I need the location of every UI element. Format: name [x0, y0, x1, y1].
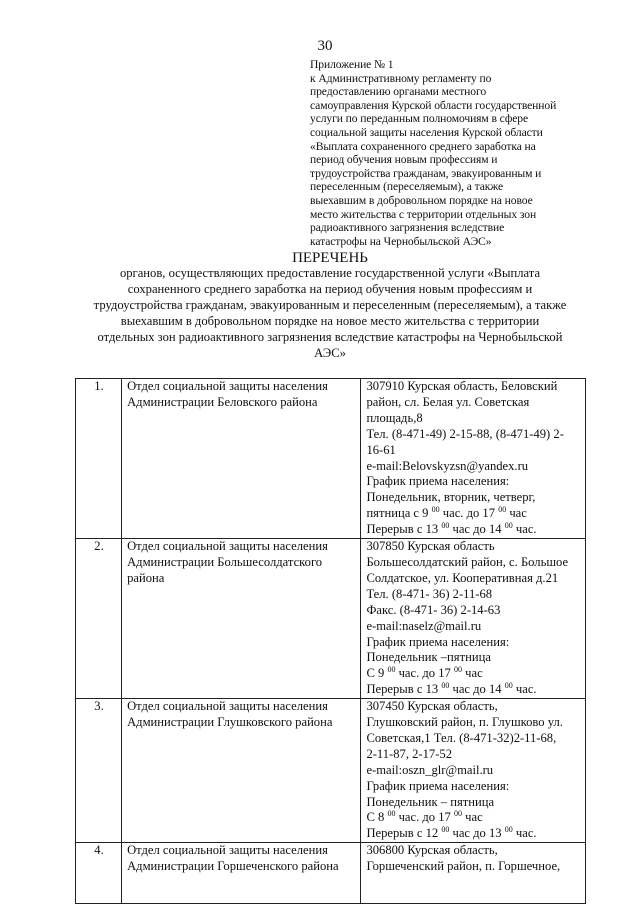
org-line: Администрации Беловского района — [127, 394, 318, 409]
row-number: 4. — [76, 843, 122, 904]
table-row — [76, 379, 586, 539]
table-row — [76, 539, 586, 699]
org-line: района — [127, 570, 165, 585]
schedule-break: Перерыв с 12 $^{00}$ час до 13 $^{00}$ час. — [366, 825, 537, 841]
organization-contacts — [361, 843, 586, 904]
appendix-line: предоставлению органами местного — [310, 85, 487, 99]
contact-line: График приема населения: — [366, 778, 510, 793]
contact-line: Солдатское, ул. Кооперативная д.21 — [366, 570, 559, 585]
organization-name — [122, 539, 361, 699]
appendix-line: самоуправления Курской области государственной — [310, 98, 557, 112]
organization-contacts — [361, 539, 586, 699]
contact-line: Понедельник, вторник, четверг, — [366, 490, 536, 505]
contact-line: Понедельник – пятница — [366, 794, 495, 809]
subtitle-line: трудоустройства гражданам, эвакуированным и переселенным (переселяемым), а также — [93, 298, 567, 312]
document-subtitle — [80, 265, 580, 361]
contact-line: График приема населения: — [366, 634, 510, 649]
contact-line: Большесолдатский район, с. Большое — [366, 554, 569, 569]
contact-line: 307910 Курская область, Беловский — [366, 379, 558, 393]
contact-line: 306800 Курская область, — [366, 843, 498, 858]
contact-line: Глушковский район, п. Глушково ул. — [366, 715, 563, 730]
appendix-line: радиоактивного загрязнения вследствие — [310, 221, 505, 235]
schedule-hours: С 9 $^{00}$ час. до 17 $^{00}$ час — [366, 665, 483, 681]
appendix-line: катастрофы на Чернобыльской АЭС» — [310, 234, 492, 248]
contact-line: район, сл. Белая ул. Советская — [366, 394, 530, 409]
contact-line: Горшеченский район, п. Горшечное, — [366, 859, 561, 874]
appendix-line: «Выплата сохраненного среднего заработка на — [310, 139, 536, 153]
appendix-line: Приложение № 1 — [310, 58, 394, 71]
appendix-line: период обучения новым профессиям и — [310, 153, 498, 167]
organizations-table — [75, 378, 586, 904]
email-text: e-mail:oszn_glr@mail.ru — [366, 762, 494, 777]
subtitle-line: отдельных зон радиоактивного загрязнения вследствие катастрофы на Чернобыльской — [97, 330, 563, 344]
appendix-line: социальной защиты населения Курской области — [310, 125, 543, 139]
schedule-break: Перерыв с 13 $^{00}$ час до 14 $^{00}$ час. — [366, 681, 537, 697]
page-number: 30 — [317, 38, 333, 54]
contact-line: Тел. (8-471- 36) 2-11-68 — [366, 586, 493, 601]
appendix-line: трудоустройства гражданам, эвакуированным и — [310, 166, 542, 180]
email-text: e-mail:Belovskyzsn@yandex.ru — [366, 458, 529, 473]
appendix-line: выехавшим в добровольном порядке на новое — [310, 193, 533, 207]
table-row — [76, 843, 586, 904]
org-line: Отдел социальной защиты населения — [127, 699, 328, 714]
subtitle-line: органов, осуществляющих предоставление государственной услуги «Выплата — [119, 266, 541, 280]
organization-name — [122, 699, 361, 843]
row-number: 1. — [76, 379, 122, 539]
row-number: 2. — [76, 539, 122, 699]
org-line: Администрации Глушковского района — [127, 715, 333, 730]
org-line: Отдел социальной защиты населения — [127, 379, 328, 393]
contact-line: График приема населения: — [366, 474, 510, 489]
row-number: 3. — [76, 699, 122, 843]
schedule-break: Перерыв с 13 $^{00}$ час до 14 $^{00}$ час. — [366, 520, 537, 537]
organization-name — [122, 379, 361, 539]
contact-line: площадь,8 — [366, 410, 423, 425]
table-row — [76, 699, 586, 843]
contact-line: Советская,1 Тел. (8-471-32)2-11-68, — [366, 730, 557, 745]
contact-line: Понедельник –пятница — [366, 650, 491, 665]
appendix-line: переселенным (переселяемым), а также — [310, 180, 504, 194]
contact-line: Тел. (8-471-49) 2-15-88, (8-471-49) 2- — [366, 426, 564, 441]
contact-line: Факс. (8-471- 36) 2-14-63 — [366, 602, 501, 617]
org-line: Администрации Горшеченского района — [127, 859, 339, 874]
schedule-hours: С 8 $^{00}$ час. до 17 $^{00}$ час — [366, 809, 483, 825]
email-text: e-mail:naselz@mail.ru — [366, 618, 482, 633]
org-line: Отдел социальной защиты населения — [127, 539, 328, 554]
subtitle-line: АЭС» — [314, 346, 346, 360]
appendix-header — [310, 58, 590, 248]
appendix-line: место жительства с территории отдельных зон — [310, 207, 537, 221]
document-title: ПЕРЕЧЕНЬ — [292, 250, 368, 266]
organization-name — [122, 843, 361, 904]
subtitle-line: выехавшим в добровольном порядке на новое место жительства с территории — [120, 314, 540, 328]
org-line: Отдел социальной защиты населения — [127, 843, 328, 858]
subtitle-line: сохраненного среднего заработка на период обучения новым профессиям и — [127, 282, 533, 296]
schedule-hours: пятница с 9 $^{00}$ час. до 17 $^{00}$ час — [366, 505, 527, 521]
org-line: Администрации Большесолдатского — [127, 554, 323, 569]
appendix-line: к Административному регламенту по — [310, 71, 492, 85]
contact-line: 2-11-87, 2-17-52 — [366, 746, 453, 761]
organization-contacts — [361, 379, 586, 539]
organization-contacts — [361, 699, 586, 843]
contact-line: 307850 Курская область — [366, 539, 495, 554]
appendix-line: услуги по переданным полномочиям в сфере — [310, 112, 529, 126]
contact-line: 16-61 — [366, 442, 396, 457]
contact-line: 307450 Курская область, — [366, 699, 498, 714]
